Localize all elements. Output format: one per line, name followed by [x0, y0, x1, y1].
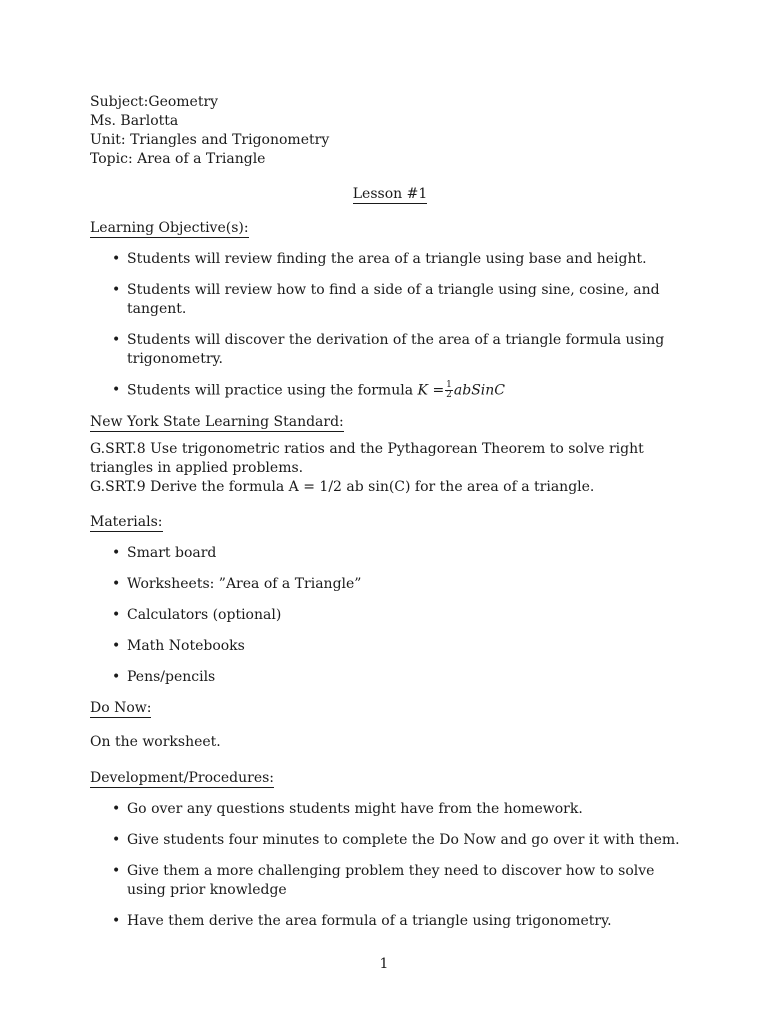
subject-line: Subject:Geometry	[90, 94, 219, 110]
list-item: • Pens/pencils	[112, 668, 216, 685]
bullet-icon: •	[112, 332, 121, 348]
list-item: • Calculators (optional)	[112, 606, 282, 623]
bullet-icon: •	[112, 912, 121, 929]
list-item: • Students will review finding the area of a triangle using base and height.	[112, 251, 647, 267]
materials-list	[90, 544, 690, 687]
bullet-icon: •	[112, 831, 121, 848]
lesson-plan-page	[90, 93, 690, 943]
list-item: • Give them a more challenging problem they need to discover how to solve using prior knowledge	[112, 862, 655, 898]
topic-line: Topic: Area of a Triangle	[90, 151, 266, 167]
do-now-text: On the worksheet.	[90, 733, 221, 750]
development-list	[90, 800, 690, 931]
fraction-numerator: 1	[446, 380, 452, 390]
document-header	[90, 93, 690, 169]
do-now-heading: Do Now:	[90, 699, 152, 716]
fraction-denominator: 2	[446, 390, 452, 400]
bullet-icon: •	[112, 544, 121, 561]
unit-line: Unit: Triangles and Trigonometry	[90, 132, 330, 148]
list-item: • Go over any questions students might have from the homework.	[112, 800, 583, 817]
list-item: • Smart board	[112, 544, 217, 561]
list-item: • Worksheets: ”Area of a Triangle”	[112, 575, 362, 592]
list-item: • Students will discover the derivation of the area of a triangle formula using trigonometry.	[112, 332, 665, 367]
bullet-icon: •	[112, 862, 121, 879]
bullet-icon: •	[112, 800, 121, 817]
materials-heading: Materials:	[90, 513, 163, 530]
standard-srt8: G.SRT.8 Use trigonometric ratios and the Pythagorean Theorem to solve right triangles in applied problems.	[90, 440, 644, 476]
bullet-icon: •	[112, 575, 121, 592]
bullet-icon: •	[112, 282, 121, 298]
teacher-line: Ms. Barlotta	[90, 113, 179, 129]
formula-rhs: abSinC	[453, 382, 506, 399]
objectives-list	[90, 250, 690, 401]
list-item-formula: • Students will practice using the formula K = $\frac{1}{2}$ abSinC	[112, 380, 506, 400]
formula-equals: =	[432, 382, 445, 399]
standard-srt9: G.SRT.9 Derive the formula A = 1/2 ab sin(C) for the area of a triangle.	[90, 478, 595, 495]
list-item: • Math Notebooks	[112, 637, 245, 654]
page-number: 1	[379, 956, 389, 972]
list-item: • Give students four minutes to complete the Do Now and go over it with them.	[112, 831, 680, 848]
bullet-icon: •	[112, 606, 121, 623]
formula-lhs: K	[417, 382, 428, 399]
standards-heading: New York State Learning Standard:	[90, 413, 344, 430]
bullet-icon: •	[112, 668, 121, 685]
objectives-heading: Learning Objective(s):	[90, 220, 249, 236]
bullet-icon: •	[112, 382, 121, 398]
list-item: • Students will review how to find a side of a triangle using sine, cosine, and tangent.	[112, 282, 660, 317]
bullet-icon: •	[112, 637, 121, 654]
bullet-icon: •	[112, 251, 121, 267]
development-heading: Development/Procedures:	[90, 769, 275, 786]
lesson-title: Lesson #1	[352, 186, 428, 202]
list-item: • Have them derive the area formula of a triangle using trigonometry.	[112, 912, 612, 929]
formula-fraction	[445, 381, 453, 400]
